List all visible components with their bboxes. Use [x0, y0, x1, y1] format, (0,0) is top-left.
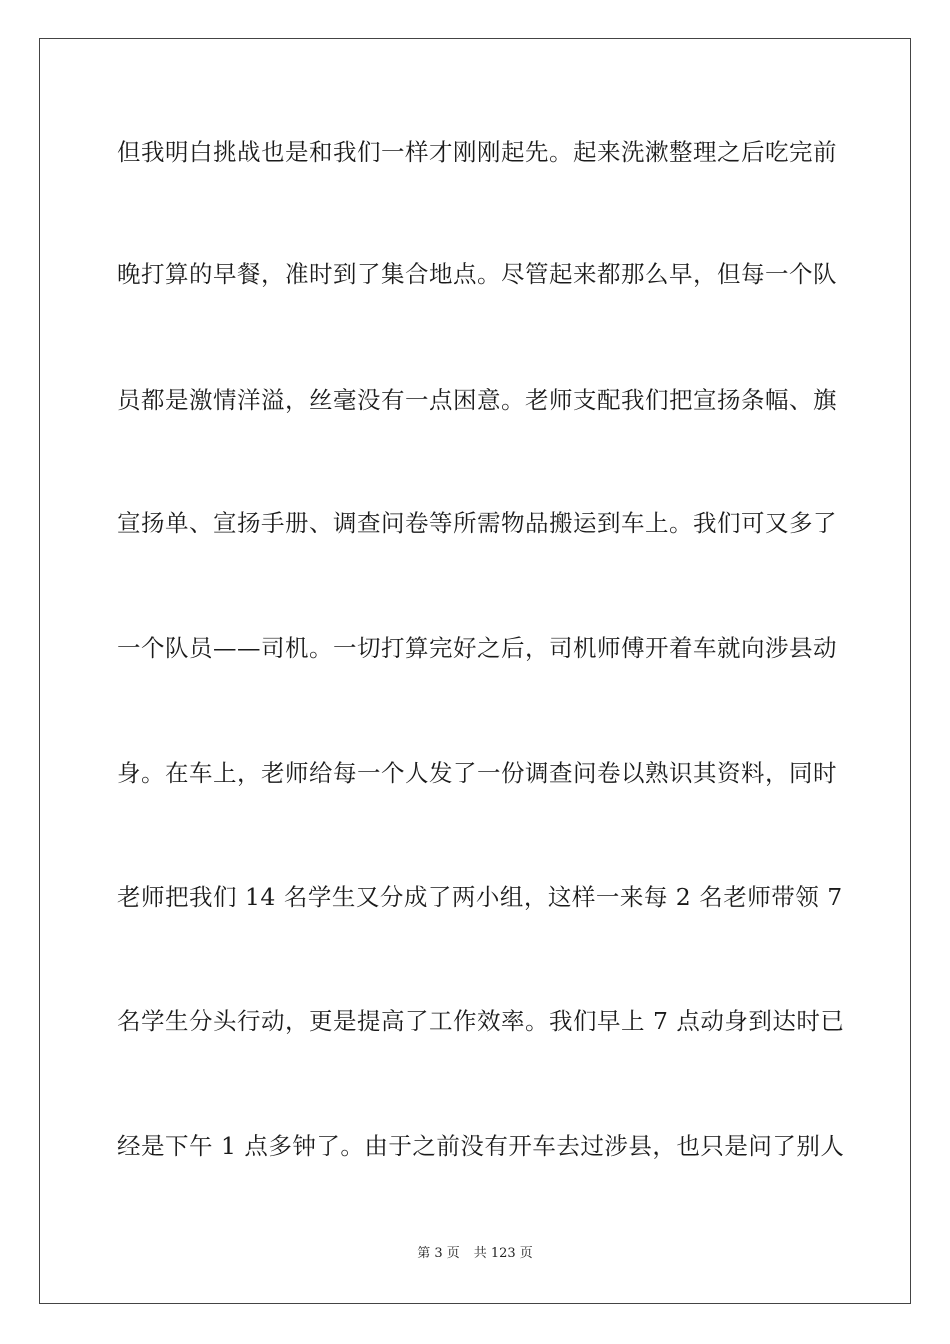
text-line: 一个队员——司机。一切打算完好之后，司机师傅开着车就向涉县动 — [117, 634, 837, 662]
text-line: 员都是激情洋溢，丝毫没有一点困意。老师支配我们把宣扬条幅、旗 — [117, 386, 837, 414]
page-number: 第 3 页 — [417, 1246, 460, 1261]
total-pages: 共 123 页 — [473, 1246, 533, 1261]
page-footer — [0, 1244, 950, 1264]
text-line: 晚打算的早餐，准时到了集合地点。尽管起来都那么早，但每一个队 — [117, 260, 837, 288]
text-line: 老师把我们 14 名学生又分成了两小组，这样一来每 2 名老师带领 7 — [117, 883, 843, 911]
text-line: 名学生分头行动，更是提高了工作效率。我们早上 7 点动身到达时已 — [117, 1007, 845, 1035]
text-line: 但我明白挑战也是和我们一样才刚刚起先。起来洗漱整理之后吃完前 — [117, 138, 837, 166]
text-line: 经是下午 1 点多钟了。由于之前没有开车去过涉县，也只是问了别人 — [117, 1132, 845, 1160]
page-border — [39, 38, 911, 1304]
text-line: 身。在车上，老师给每一个人发了一份调查问卷以熟识其资料，同时 — [117, 759, 837, 787]
text-line: 宣扬单、宣扬手册、调查问卷等所需物品搬运到车上。我们可又多了 — [117, 509, 837, 537]
